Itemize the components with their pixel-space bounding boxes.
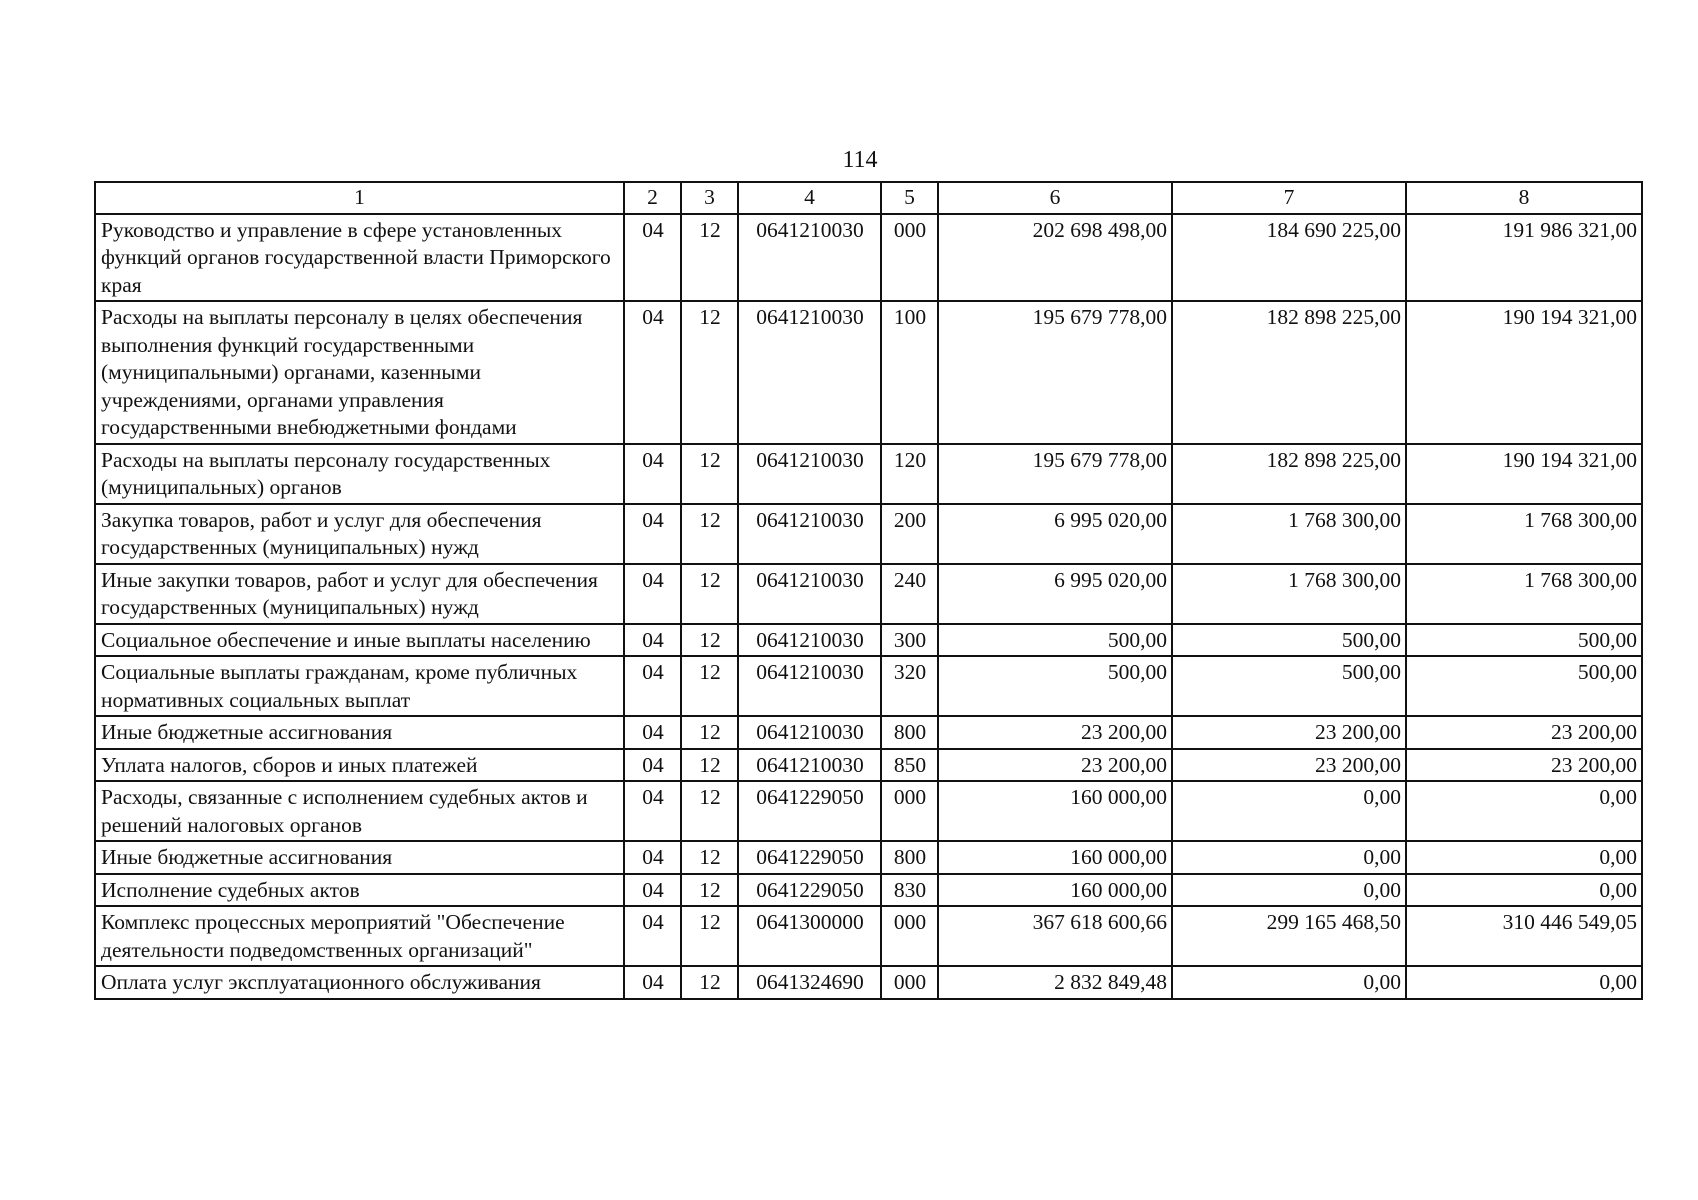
expense-type-cell: 800 — [881, 716, 938, 749]
amount-col8-cell: 0,00 — [1406, 781, 1642, 841]
expense-name-cell: Исполнение судебных актов — [95, 874, 624, 907]
amount-col8-cell: 1 768 300,00 — [1406, 564, 1642, 624]
table-row — [95, 564, 1642, 624]
expense-type-cell: 120 — [881, 444, 938, 504]
amount-col7-cell: 299 165 468,50 — [1172, 906, 1406, 966]
expense-name-cell: Социальное обеспечение и иные выплаты населению — [95, 624, 624, 657]
amount-col6-cell: 23 200,00 — [938, 716, 1172, 749]
amount-col8-cell: 0,00 — [1406, 966, 1642, 999]
table-row — [95, 781, 1642, 841]
target-article-cell: 0641229050 — [738, 874, 881, 907]
amount-col6-cell: 500,00 — [938, 656, 1172, 716]
table-row — [95, 214, 1642, 302]
subsection-code-cell: 12 — [681, 906, 738, 966]
expense-type-cell: 000 — [881, 781, 938, 841]
table-row — [95, 841, 1642, 874]
expense-name-cell: Иные закупки товаров, работ и услуг для обеспечения государственных (муниципальных) нужд — [95, 564, 624, 624]
section-code-cell: 04 — [624, 716, 681, 749]
section-code-cell: 04 — [624, 564, 681, 624]
table-row — [95, 301, 1642, 444]
subsection-code-cell: 12 — [681, 504, 738, 564]
amount-col8-cell: 310 446 549,05 — [1406, 906, 1642, 966]
amount-col7-cell: 23 200,00 — [1172, 716, 1406, 749]
amount-col6-cell: 160 000,00 — [938, 781, 1172, 841]
expense-type-cell: 830 — [881, 874, 938, 907]
table-row — [95, 624, 1642, 657]
expense-type-cell: 850 — [881, 749, 938, 782]
expense-name-cell: Оплата услуг эксплуатационного обслуживания — [95, 966, 624, 999]
amount-col8-cell: 23 200,00 — [1406, 749, 1642, 782]
amount-col7-cell: 1 768 300,00 — [1172, 504, 1406, 564]
expense-type-cell: 240 — [881, 564, 938, 624]
section-code-cell: 04 — [624, 906, 681, 966]
target-article-cell: 0641210030 — [738, 656, 881, 716]
expense-type-cell: 800 — [881, 841, 938, 874]
expense-name-cell: Расходы на выплаты персоналу государственных (муниципальных) органов — [95, 444, 624, 504]
target-article-cell: 0641210030 — [738, 564, 881, 624]
section-code-cell: 04 — [624, 966, 681, 999]
expense-type-cell: 320 — [881, 656, 938, 716]
amount-col6-cell: 160 000,00 — [938, 874, 1172, 907]
expense-name-cell: Расходы на выплаты персоналу в целях обеспечения выполнения функций государственными (муниципальными) органами, казенными учреждениями, органами управления государственными внебюджетными фондами — [95, 301, 624, 444]
subsection-code-cell: 12 — [681, 214, 738, 302]
column-header: 4 — [738, 182, 881, 214]
target-article-cell: 0641229050 — [738, 841, 881, 874]
column-header: 6 — [938, 182, 1172, 214]
amount-col6-cell: 195 679 778,00 — [938, 444, 1172, 504]
budget-table — [94, 181, 1643, 1000]
target-article-cell: 0641210030 — [738, 444, 881, 504]
amount-col8-cell: 191 986 321,00 — [1406, 214, 1642, 302]
amount-col7-cell: 0,00 — [1172, 781, 1406, 841]
amount-col7-cell: 23 200,00 — [1172, 749, 1406, 782]
table-row — [95, 444, 1642, 504]
expense-type-cell: 100 — [881, 301, 938, 444]
amount-col7-cell: 500,00 — [1172, 624, 1406, 657]
subsection-code-cell: 12 — [681, 966, 738, 999]
amount-col6-cell: 2 832 849,48 — [938, 966, 1172, 999]
amount-col6-cell: 6 995 020,00 — [938, 504, 1172, 564]
amount-col7-cell: 182 898 225,00 — [1172, 444, 1406, 504]
amount-col8-cell: 500,00 — [1406, 624, 1642, 657]
target-article-cell: 0641210030 — [738, 749, 881, 782]
subsection-code-cell: 12 — [681, 624, 738, 657]
subsection-code-cell: 12 — [681, 564, 738, 624]
amount-col8-cell: 0,00 — [1406, 841, 1642, 874]
table-row — [95, 504, 1642, 564]
subsection-code-cell: 12 — [681, 301, 738, 444]
section-code-cell: 04 — [624, 444, 681, 504]
target-article-cell: 0641229050 — [738, 781, 881, 841]
amount-col8-cell: 190 194 321,00 — [1406, 444, 1642, 504]
subsection-code-cell: 12 — [681, 656, 738, 716]
amount-col8-cell: 500,00 — [1406, 656, 1642, 716]
table-row — [95, 906, 1642, 966]
amount-col6-cell: 500,00 — [938, 624, 1172, 657]
column-header: 5 — [881, 182, 938, 214]
table-row — [95, 874, 1642, 907]
column-header: 8 — [1406, 182, 1642, 214]
expense-name-cell: Иные бюджетные ассигнования — [95, 841, 624, 874]
amount-col6-cell: 6 995 020,00 — [938, 564, 1172, 624]
expense-name-cell: Социальные выплаты гражданам, кроме публичных нормативных социальных выплат — [95, 656, 624, 716]
subsection-code-cell: 12 — [681, 749, 738, 782]
table-row — [95, 656, 1642, 716]
amount-col6-cell: 23 200,00 — [938, 749, 1172, 782]
expense-type-cell: 000 — [881, 906, 938, 966]
amount-col7-cell: 1 768 300,00 — [1172, 564, 1406, 624]
section-code-cell: 04 — [624, 624, 681, 657]
subsection-code-cell: 12 — [681, 444, 738, 504]
amount-col7-cell: 0,00 — [1172, 966, 1406, 999]
amount-col7-cell: 182 898 225,00 — [1172, 301, 1406, 444]
amount-col6-cell: 160 000,00 — [938, 841, 1172, 874]
section-code-cell: 04 — [624, 749, 681, 782]
table-row — [95, 966, 1642, 999]
expense-name-cell: Уплата налогов, сборов и иных платежей — [95, 749, 624, 782]
column-header: 1 — [95, 182, 624, 214]
amount-col7-cell: 0,00 — [1172, 841, 1406, 874]
amount-col8-cell: 23 200,00 — [1406, 716, 1642, 749]
target-article-cell: 0641210030 — [738, 214, 881, 302]
section-code-cell: 04 — [624, 214, 681, 302]
section-code-cell: 04 — [624, 301, 681, 444]
section-code-cell: 04 — [624, 504, 681, 564]
section-code-cell: 04 — [624, 781, 681, 841]
expense-name-cell: Расходы, связанные с исполнением судебных актов и решений налоговых органов — [95, 781, 624, 841]
section-code-cell: 04 — [624, 841, 681, 874]
expense-type-cell: 000 — [881, 966, 938, 999]
expense-type-cell: 000 — [881, 214, 938, 302]
subsection-code-cell: 12 — [681, 874, 738, 907]
target-article-cell: 0641300000 — [738, 906, 881, 966]
amount-col7-cell: 0,00 — [1172, 874, 1406, 907]
target-article-cell: 0641210030 — [738, 504, 881, 564]
expense-name-cell: Закупка товаров, работ и услуг для обеспечения государственных (муниципальных) нужд — [95, 504, 624, 564]
table-row — [95, 749, 1642, 782]
expense-name-cell: Комплекс процессных мероприятий "Обеспечение деятельности подведомственных организаций" — [95, 906, 624, 966]
column-header: 3 — [681, 182, 738, 214]
column-header: 2 — [624, 182, 681, 214]
amount-col6-cell: 367 618 600,66 — [938, 906, 1172, 966]
target-article-cell: 0641210030 — [738, 716, 881, 749]
subsection-code-cell: 12 — [681, 781, 738, 841]
subsection-code-cell: 12 — [681, 716, 738, 749]
amount-col8-cell: 190 194 321,00 — [1406, 301, 1642, 444]
section-code-cell: 04 — [624, 656, 681, 716]
subsection-code-cell: 12 — [681, 841, 738, 874]
column-header: 7 — [1172, 182, 1406, 214]
table-body — [95, 214, 1642, 999]
header-row — [95, 182, 1642, 214]
amount-col7-cell: 500,00 — [1172, 656, 1406, 716]
target-article-cell: 0641210030 — [738, 301, 881, 444]
target-article-cell: 0641324690 — [738, 966, 881, 999]
amount-col6-cell: 195 679 778,00 — [938, 301, 1172, 444]
expense-name-cell: Руководство и управление в сфере установленных функций органов государственной власти Приморского края — [95, 214, 624, 302]
amount-col8-cell: 1 768 300,00 — [1406, 504, 1642, 564]
expense-type-cell: 200 — [881, 504, 938, 564]
page-number: 114 — [842, 147, 878, 173]
amount-col7-cell: 184 690 225,00 — [1172, 214, 1406, 302]
table-row — [95, 716, 1642, 749]
amount-col8-cell: 0,00 — [1406, 874, 1642, 907]
amount-col6-cell: 202 698 498,00 — [938, 214, 1172, 302]
expense-name-cell: Иные бюджетные ассигнования — [95, 716, 624, 749]
target-article-cell: 0641210030 — [738, 624, 881, 657]
section-code-cell: 04 — [624, 874, 681, 907]
expense-type-cell: 300 — [881, 624, 938, 657]
